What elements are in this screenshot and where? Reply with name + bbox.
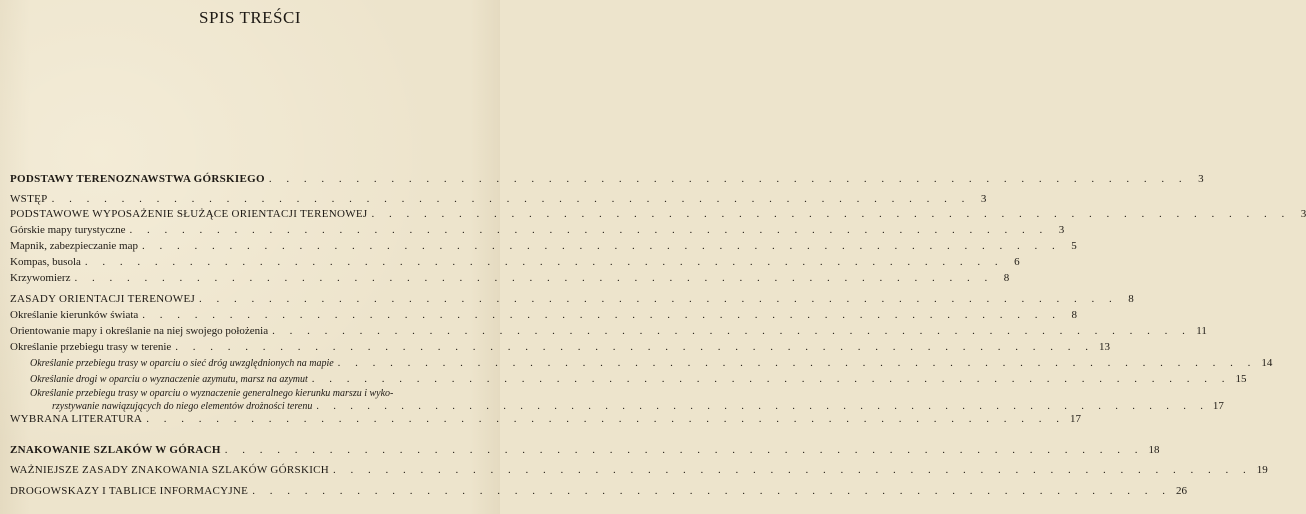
toc-entry [10, 271, 1010, 287]
toc-entry-page: 3 [1198, 173, 1204, 185]
dot-leader: . . . . . . . . . . . . . . . . . . . . . . . . . . . . . . . . . . . . . . . . . . . . . . . . . . . . . [142, 309, 1062, 321]
toc-entry [10, 255, 1020, 271]
dot-leader: . . . . . . . . . . . . . . . . . . . . . . . . . . . . . . . . . . . . . . . . . . . . . . . . . . . . . [371, 208, 1291, 220]
toc-entry [10, 340, 1111, 356]
toc-entry-page: 8 [1003, 272, 1010, 284]
toc-entry-label-line2: rzystywanie nawiązujących do niego elementów drożności terenu [52, 401, 313, 412]
dot-leader: . . . . . . . . . . . . . . . . . . . . . . . . . . . . . . . . . . . . . . . . . . . . . . . . . . . . . [224, 444, 1144, 456]
toc-entry-page: 19 [1256, 464, 1268, 476]
toc-entry-label: PODSTAWOWE WYPOSAŻENIE SŁUŻĄCE ORIENTACJI TERENOWEJ [10, 208, 368, 220]
toc-entry-label: Orientowanie mapy i określanie na niej swojego położenia [10, 325, 269, 337]
toc-entry-label: Określanie kierunków świata [10, 309, 139, 321]
toc-entry-page: 18 [1148, 444, 1160, 456]
dot-leader: . . . . . . . . . . . . . . . . . . . . . . . . . . . . . . . . . . . . . . . . . . . . . . . . . . . . . [84, 256, 1004, 268]
dot-leader: . . . . . . . . . . . . . . . . . . . . . . . . . . . . . . . . . . . . . . . . . . . . . . . . . . . . . [268, 173, 1188, 185]
toc-entry-label: Mapnik, zabezpieczanie map [10, 240, 138, 252]
dot-leader: . . . . . . . . . . . . . . . . . . . . . . . . . . . . . . . . . . . . . . . . . . . . . . . . . . . . . [272, 325, 1191, 337]
toc-entry-page: 3 [980, 193, 987, 205]
page-title: SPIS TREŚCI [198, 8, 302, 27]
toc-entry-page: 6 [1014, 256, 1020, 268]
dot-leader: . . . . . . . . . . . . . . . . . . . . . . . . . . . . . . . . . . . . . . . . . . . . . . . . . . . . . [316, 401, 1209, 412]
toc-entry-label: Górskie mapy turystyczne [10, 224, 126, 236]
toc-entry-label: WSTĘP [10, 193, 48, 205]
toc-entry-label: DROGOWSKAZY I TABLICE INFORMACYJNE [10, 485, 249, 497]
toc-entry [10, 443, 1160, 459]
toc-entry [10, 463, 1268, 479]
dot-leader: . . . . . . . . . . . . . . . . . . . . . . . . . . . . . . . . . . . . . . . . . . . . . . . . . . . . . [141, 240, 1061, 252]
toc-entry [10, 412, 1081, 428]
toc-entry [10, 223, 1065, 239]
toc-entry-label: Kompas, busola [10, 256, 81, 268]
toc-subentry [30, 372, 1247, 388]
toc-entry-label: PODSTAWY TERENOZNAWSTWA GÓRSKIEGO [10, 173, 265, 185]
toc-entry-page: 26 [1175, 485, 1187, 497]
toc-subentry [30, 356, 1273, 372]
dot-leader: . . . . . . . . . . . . . . . . . . . . . . . . . . . . . . . . . . . . . . . . . . . . . . . . . . . . . [51, 193, 971, 205]
dot-leader: . . . . . . . . . . . . . . . . . . . . . . . . . . . . . . . . . . . . . . . . . . . . . . . . . . . . . [311, 373, 1231, 385]
toc-entry-page: 17 [1212, 400, 1224, 412]
toc-entry-page: 8 [1071, 309, 1078, 321]
dot-leader: . . . . . . . . . . . . . . . . . . . . . . . . . . . . . . . . . . . . . . . . . . . . . . . . . . . . . [74, 272, 994, 284]
toc-entry [10, 207, 1306, 223]
toc-entry [10, 239, 1077, 255]
toc-entry-page: 14 [1261, 357, 1273, 369]
toc-entry [10, 172, 1204, 188]
toc-entry-page: 5 [1071, 240, 1077, 252]
toc-entry-page: 8 [1128, 293, 1134, 305]
dot-leader: . . . . . . . . . . . . . . . . . . . . . . . . . . . . . . . . . . . . . . . . . . . . . . . . . . . . . [252, 485, 1171, 497]
toc-entry-label: WYBRANA LITERATURA [10, 413, 143, 425]
toc-entry-page: 11 [1196, 325, 1207, 337]
dot-leader: . . . . . . . . . . . . . . . . . . . . . . . . . . . . . . . . . . . . . . . . . . . . . . . . . . . . . [199, 293, 1118, 305]
toc-entry [10, 292, 1134, 308]
toc-entry-label: Określanie przebiegu trasy w terenie [10, 341, 172, 353]
toc-entry-page: 15 [1235, 373, 1247, 385]
toc-subentry-multiline [30, 387, 1224, 413]
toc-entry-label: Krzywomierz [10, 272, 71, 284]
toc-entry-page: 13 [1099, 341, 1111, 353]
toc-entry-label: Określanie drogi w oparciu o wyznaczenie azymutu, marsz na azymut [30, 374, 308, 385]
toc-entry [10, 192, 987, 208]
dot-leader: . . . . . . . . . . . . . . . . . . . . . . . . . . . . . . . . . . . . . . . . . . . . . . . . . . . . . [337, 357, 1257, 369]
toc-entry [10, 324, 1207, 340]
toc-entry [10, 308, 1078, 324]
dot-leader: . . . . . . . . . . . . . . . . . . . . . . . . . . . . . . . . . . . . . . . . . . . . . . . . . . . . . [129, 224, 1049, 236]
toc-entry-label: Określanie przebiegu trasy w oparciu o sieć dróg uwzględnionych na mapie [30, 358, 334, 369]
toc-entry-label: ZNAKOWANIE SZLAKÓW W GÓRACH [10, 444, 221, 456]
dot-leader: . . . . . . . . . . . . . . . . . . . . . . . . . . . . . . . . . . . . . . . . . . . . . . . . . . . . . [175, 341, 1095, 353]
toc-entry-page: 3 [1300, 208, 1306, 220]
toc-entry-label: WAŻNIEJSZE ZASADY ZNAKOWANIA SZLAKÓW GÓRSKICH [10, 464, 330, 476]
dot-leader: . . . . . . . . . . . . . . . . . . . . . . . . . . . . . . . . . . . . . . . . . . . . . . . . . . . . . [146, 413, 1065, 425]
toc-entry-page: 3 [1058, 224, 1065, 236]
toc-entry-label: ZASADY ORIENTACJI TERENOWEJ [10, 293, 196, 305]
dot-leader: . . . . . . . . . . . . . . . . . . . . . . . . . . . . . . . . . . . . . . . . . . . . . . . . . . . . . [333, 464, 1252, 476]
toc-entry-label-line1: Określanie przebiegu trasy w oparciu o wyznaczenie generalnego kierunku marszu i wyko- [30, 388, 394, 399]
toc-entry [10, 484, 1187, 500]
toc-entry-page: 17 [1069, 413, 1081, 425]
